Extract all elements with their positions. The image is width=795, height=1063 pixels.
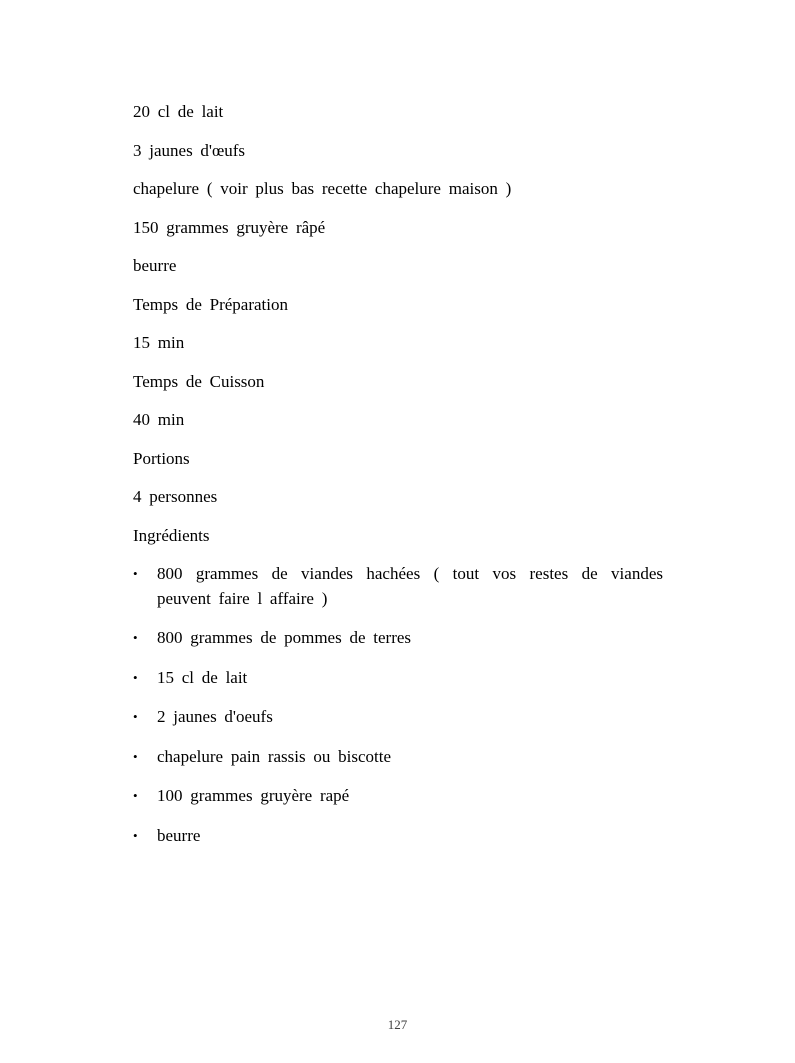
list-item bbox=[133, 626, 663, 651]
bullet-icon: • bbox=[133, 669, 138, 685]
portions-heading: Portions bbox=[133, 448, 190, 468]
bullet-icon: • bbox=[133, 709, 138, 724]
bullet-icon: • bbox=[133, 566, 138, 581]
list-item-text: beurre bbox=[157, 825, 201, 845]
ingredient-line: 3 jaunes d'œufs bbox=[133, 140, 246, 160]
page-content bbox=[133, 100, 663, 863]
prep-time-value: 15 min bbox=[133, 333, 185, 352]
cook-time-value: 40 min bbox=[133, 410, 185, 429]
list-item bbox=[133, 562, 663, 611]
ingredient-line: 150 grammes gruyère râpé bbox=[133, 217, 326, 237]
list-item bbox=[133, 784, 663, 809]
prep-time-heading: Temps de Préparation bbox=[133, 294, 288, 314]
bullet-icon: • bbox=[133, 748, 138, 764]
list-item-text: 2 jaunes d'oeufs bbox=[157, 707, 273, 726]
list-item-text: 15 cl de lait bbox=[157, 667, 248, 687]
bullet-icon: • bbox=[133, 630, 138, 645]
bullet-icon: • bbox=[133, 788, 138, 803]
list-item bbox=[133, 745, 663, 770]
cook-time-heading: Temps de Cuisson bbox=[133, 371, 265, 391]
list-item bbox=[133, 705, 663, 730]
page-number: 127 bbox=[387, 1017, 408, 1032]
list-item bbox=[133, 666, 663, 691]
list-item-text: 800 grammes de pommes de terres bbox=[157, 628, 412, 647]
list-item-text: 800 grammes de viandes hachées ( tout vos restes de viandes peuvent faire l affaire ) bbox=[157, 564, 663, 608]
ingredient-line: chapelure ( voir plus bas recette chapelure maison ) bbox=[133, 179, 512, 198]
bullet-icon: • bbox=[133, 827, 138, 843]
list-item-text: chapelure pain rassis ou biscotte bbox=[157, 746, 391, 766]
list-item bbox=[133, 824, 663, 849]
ingredients-heading: Ingrédients bbox=[133, 525, 210, 545]
ingredients-list bbox=[133, 562, 663, 848]
ingredient-line: beurre bbox=[133, 256, 177, 275]
portions-value: 4 personnes bbox=[133, 487, 218, 506]
list-item-text: 100 grammes gruyère rapé bbox=[157, 786, 350, 805]
ingredient-line: 20 cl de lait bbox=[133, 102, 224, 121]
